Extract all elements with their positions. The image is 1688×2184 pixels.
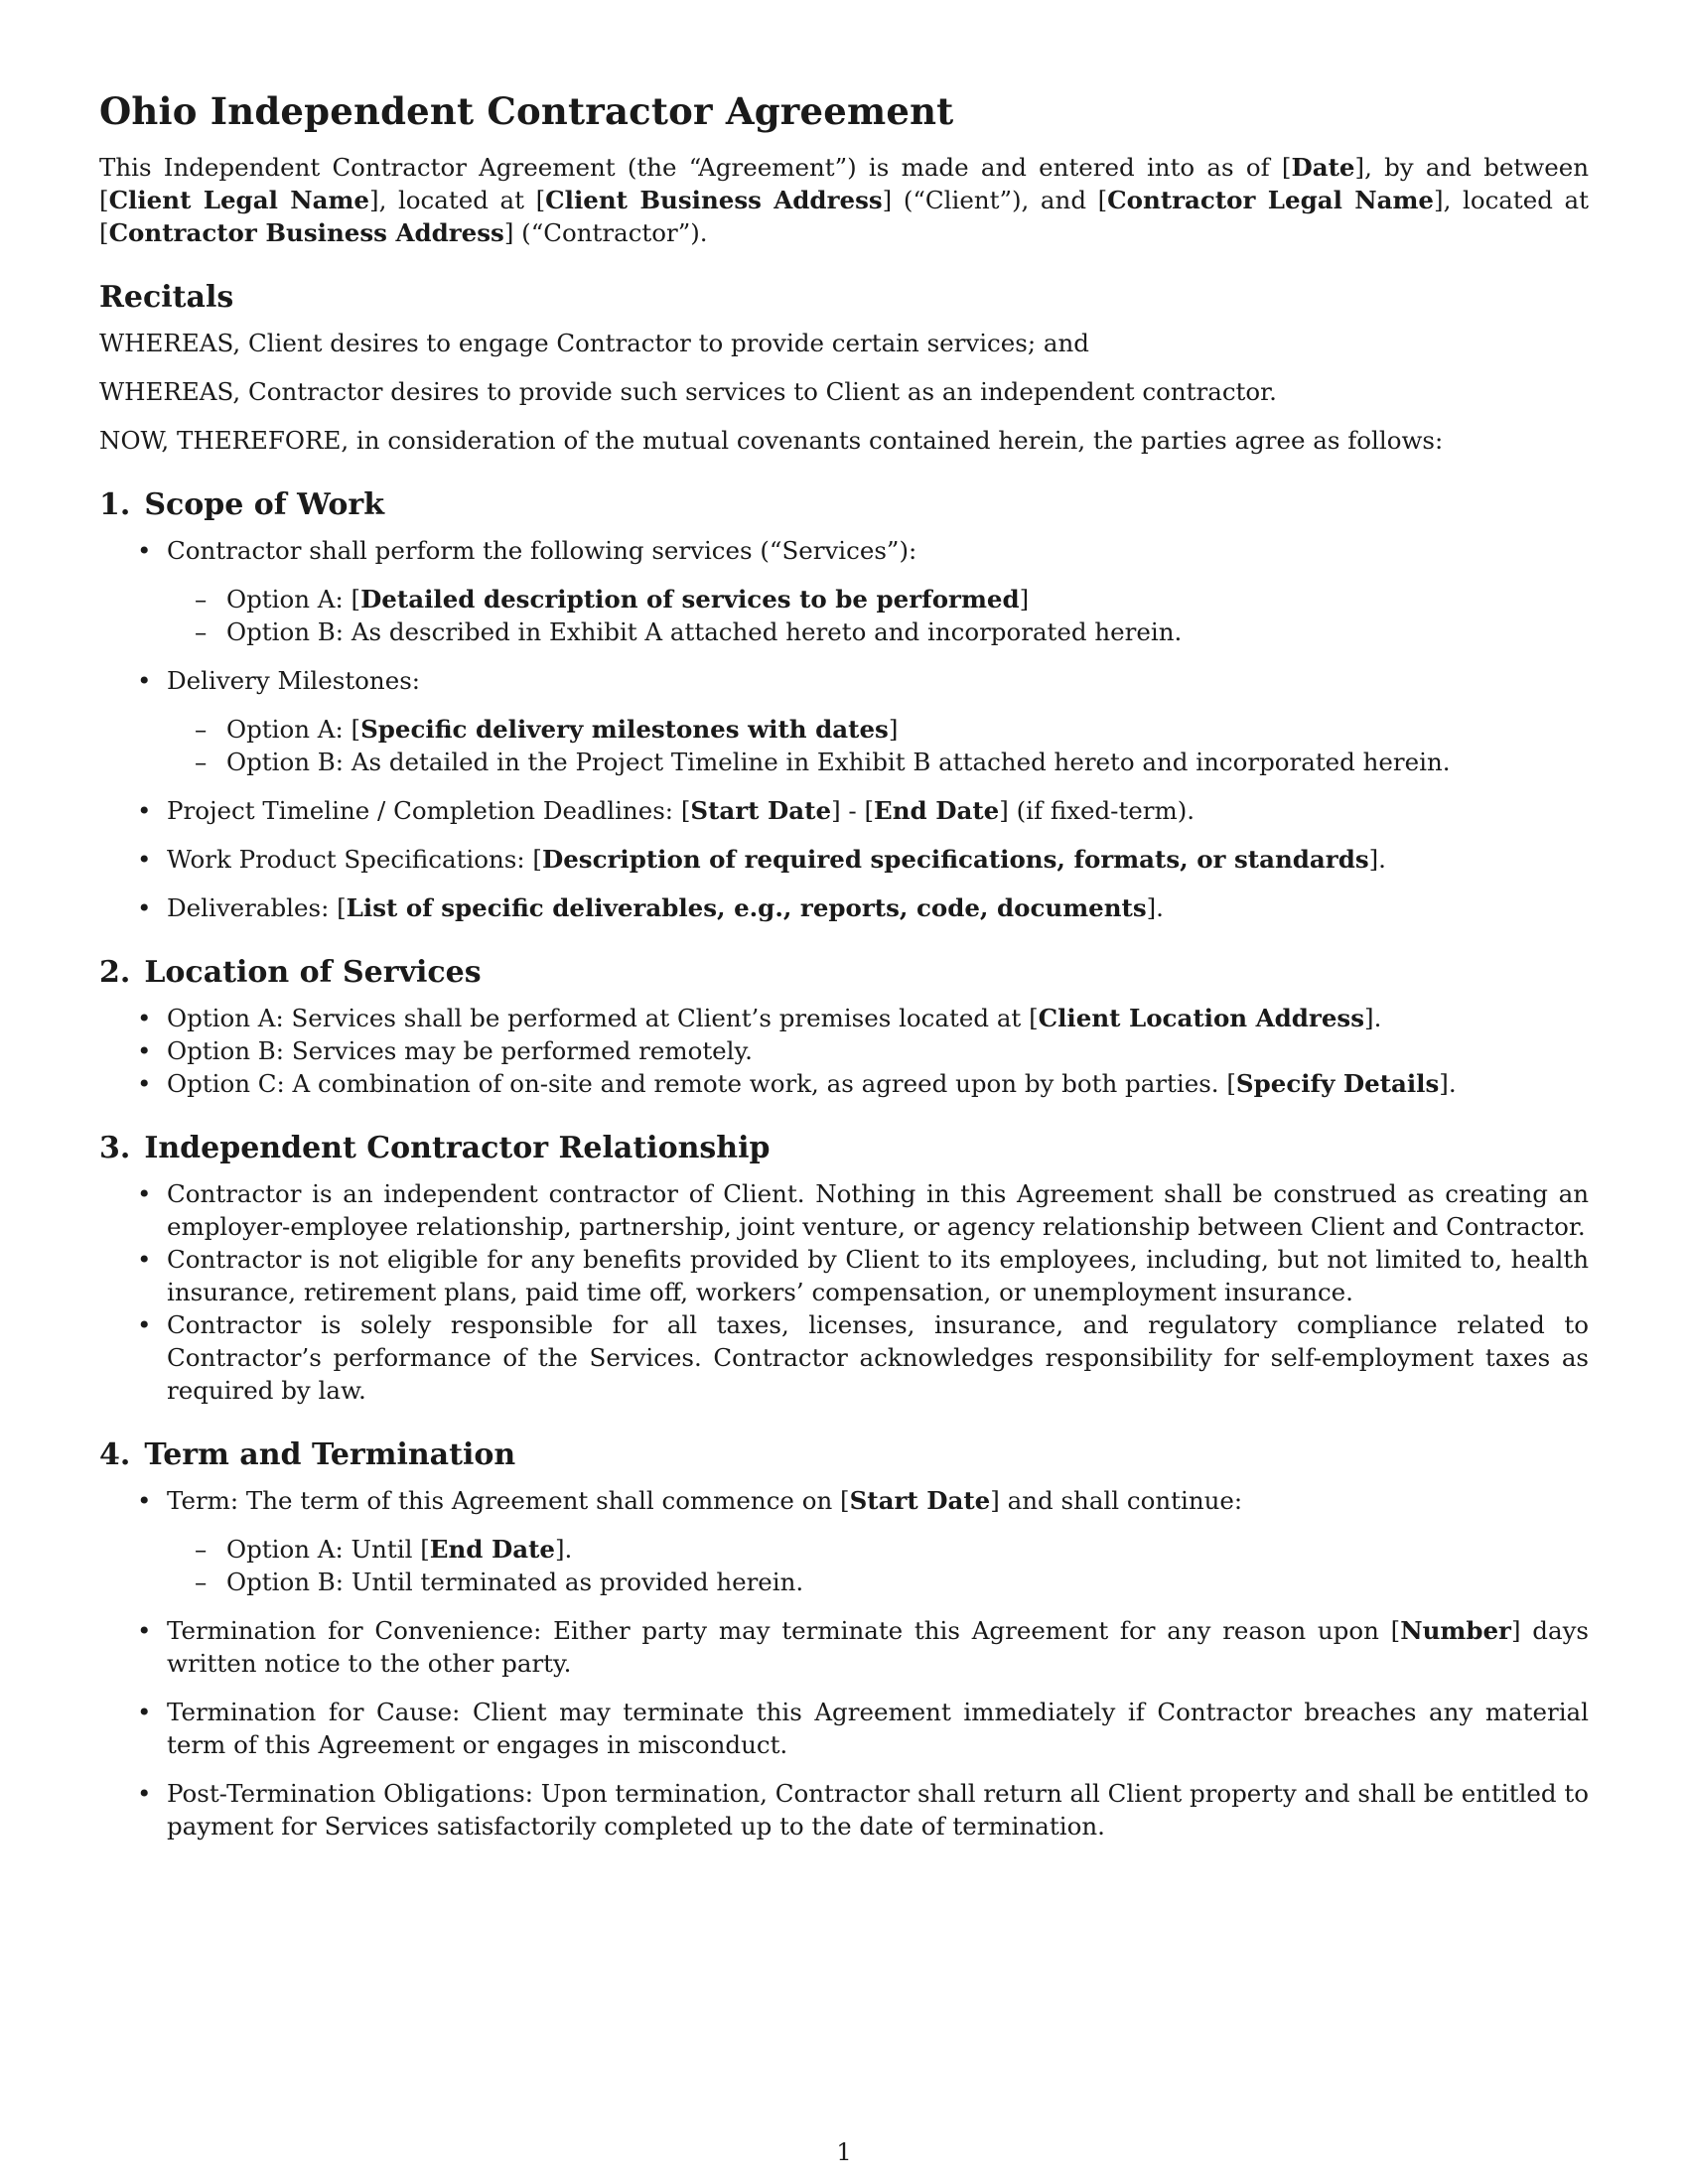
placeholder-date: Date [1291, 153, 1355, 182]
intro-text: This Independent Contractor Agreement (the “Agreement”) is made and entered into as of [ [99, 153, 1292, 182]
section-number: 1. [99, 487, 131, 522]
list-item-text: ] [1019, 585, 1030, 614]
section-title: Independent Contractor Relationship [144, 1131, 771, 1165]
placeholder-services-description: Detailed description of services to be performed [360, 585, 1020, 614]
intro-paragraph [99, 151, 1589, 249]
list-item [167, 664, 1589, 778]
placeholder-milestones: Specific delivery milestones with dates [360, 715, 889, 744]
list-item: • Termination for Cause: Client may terminate this Agreement immediately if Contractor breaches any material term of this Agreement or engages in misconduct. [167, 1696, 1589, 1761]
list-item [167, 1002, 1589, 1034]
list-item [167, 1614, 1589, 1680]
list-item: • Contractor is not eligible for any benefits provided by Client to its employees, including, but not limited to, health insurance, retirement plans, paid time off, workers’ compensation, or unemployment insurance. [167, 1243, 1589, 1308]
section-3-heading [99, 1130, 1589, 1167]
sub-list-item: – Option B: As described in Exhibit A attached hereto and incorporated herein. [226, 615, 1589, 648]
list-item [167, 534, 1589, 648]
placeholder-client-name: Client Legal Name [108, 186, 370, 214]
section-number: 3. [99, 1131, 131, 1165]
list-item-text: Work Product Specifications: [ [167, 845, 542, 874]
list-item-text: Project Timeline / Completion Deadlines: [ [167, 796, 691, 825]
placeholder-end-date: End Date [874, 796, 1000, 825]
relationship-list [99, 1177, 1589, 1407]
placeholder-contractor-address: Contractor Business Address [108, 218, 504, 247]
page-number: 1 [836, 2138, 852, 2166]
list-item: • Option B: Services may be performed remotely. [167, 1034, 1589, 1067]
recitals-heading: Recitals [99, 280, 234, 315]
section-number: 4. [99, 1437, 131, 1472]
sub-list [167, 583, 1589, 648]
sub-list-item [226, 1533, 1589, 1566]
intro-text: ] (“Contractor”). [503, 218, 708, 247]
section-title: Scope of Work [144, 487, 384, 522]
list-item-text: ] and shall continue: [990, 1486, 1243, 1515]
list-item: • Contractor is solely responsible for all taxes, licenses, insurance, and regulatory compliance related to Contractor’s performance of the Services. Contractor acknowledges responsibility for self-employment taxes as required by law. [167, 1308, 1589, 1407]
placeholder-specify-details: Specify Details [1235, 1069, 1440, 1098]
list-item-text: Term: The term of this Agreement shall commence on [ [167, 1486, 850, 1515]
intro-text: ], by and between [ [99, 153, 1589, 214]
list-item [167, 843, 1589, 876]
intro-text: ], located at [ [369, 186, 546, 214]
section-4-heading [99, 1436, 1589, 1474]
list-item-text: ]. [1364, 1004, 1382, 1032]
term-list [99, 1484, 1589, 1843]
list-item [167, 794, 1589, 827]
list-item-text: Option A: [ [226, 715, 361, 744]
list-item-text: Option A: Until [ [226, 1535, 430, 1564]
section-1-heading [99, 486, 1589, 524]
section-2-heading [99, 954, 1589, 992]
recital-paragraph: NOW, THEREFORE, in consideration of the mutual covenants contained herein, the parties agree as follows: [99, 426, 1444, 455]
list-item [167, 891, 1589, 924]
list-item [167, 1484, 1589, 1598]
intro-text: ] (“Client”), and [ [882, 186, 1108, 214]
placeholder-start-date: Start Date [849, 1486, 991, 1515]
list-item: • Contractor is an independent contractor of Client. Nothing in this Agreement shall be construed as creating an employer-employee relationship, partnership, joint venture, or agency relationship between Client and Contractor. [167, 1177, 1589, 1243]
placeholder-contractor-name: Contractor Legal Name [1107, 186, 1435, 214]
list-item-text: ]. [1368, 845, 1386, 874]
list-item [167, 1067, 1589, 1100]
sub-list-item: – Option B: As detailed in the Project Timeline in Exhibit B attached hereto and incorporated herein. [226, 746, 1589, 778]
list-item-text: ]. [1439, 1069, 1457, 1098]
section-title: Location of Services [144, 955, 482, 990]
list-item-text: Option A: Services shall be performed at Client’s premises located at [ [167, 1004, 1039, 1032]
recital-paragraph: WHEREAS, Contractor desires to provide such services to Client as an independent contractor. [99, 377, 1277, 406]
document-title: Ohio Independent Contractor Agreement [99, 89, 954, 133]
list-item-text: Option A: [ [226, 585, 361, 614]
list-item: • Post-Termination Obligations: Upon termination, Contractor shall return all Client property and shall be entitled to payment for Services satisfactorily completed up to the date of termination. [167, 1777, 1589, 1843]
list-item-text: ] - [ [831, 796, 875, 825]
scope-of-work-list [99, 534, 1589, 924]
list-item-text: ] [888, 715, 899, 744]
section-number: 2. [99, 955, 131, 990]
list-item-text: ] (if fixed-term). [999, 796, 1196, 825]
placeholder-client-location: Client Location Address [1038, 1004, 1365, 1032]
location-list [99, 1002, 1589, 1100]
sub-list-item: – Option B: Until terminated as provided herein. [226, 1566, 1589, 1598]
list-item-text: Delivery Milestones: [167, 666, 421, 695]
list-item-text: Option C: A combination of on-site and remote work, as agreed upon by both parties. [ [167, 1069, 1236, 1098]
list-item-text: Termination for Convenience: Either party may terminate this Agreement for any reason upon [ [167, 1616, 1401, 1645]
intro-text: ], located at [ [99, 186, 1589, 247]
sub-list [167, 1533, 1589, 1598]
placeholder-deliverables: List of specific deliverables, e.g., reports, code, documents [346, 893, 1147, 922]
placeholder-end-date: End Date [429, 1535, 555, 1564]
list-item-text: ] days written notice to the other party. [167, 1616, 1589, 1678]
document-page [99, 89, 1589, 1858]
placeholder-client-address: Client Business Address [545, 186, 883, 214]
list-item-text: Contractor shall perform the following services (“Services”): [167, 536, 917, 565]
list-item-text: ]. [1146, 893, 1164, 922]
list-item-text: Deliverables: [ [167, 893, 347, 922]
sub-list [167, 713, 1589, 778]
sub-list-item [226, 713, 1589, 746]
recital-paragraph: WHEREAS, Client desires to engage Contractor to provide certain services; and [99, 329, 1089, 357]
sub-list-item [226, 583, 1589, 615]
list-item-text: ]. [554, 1535, 573, 1564]
placeholder-number: Number [1400, 1616, 1511, 1645]
placeholder-specifications: Description of required specifications, formats, or standards [541, 845, 1369, 874]
section-title: Term and Termination [144, 1437, 516, 1472]
placeholder-start-date: Start Date [690, 796, 832, 825]
